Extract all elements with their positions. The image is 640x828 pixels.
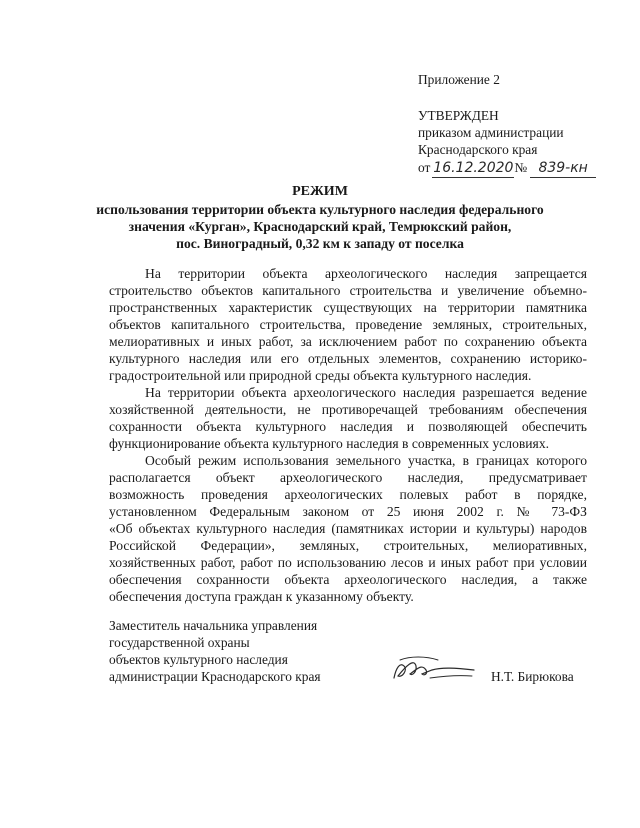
title-subline-2: значения «Курган», Краснодарский край, Темрюкский район,: [128, 219, 512, 234]
signer-title-line-4: администрации Краснодарского края: [109, 669, 321, 684]
order-date-line: [418, 159, 618, 178]
body-line: «Об объектах культурного наследия (памятниках истории и культуры) народов: [109, 521, 587, 536]
body-line: На территории объекта археологического наследия разрешается ведение: [145, 385, 587, 400]
order-line-2: Краснодарского края: [418, 142, 538, 157]
body-line: На территории объекта археологического наследия запрещается: [145, 266, 587, 281]
signer-name: Н.Т. Бирюкова: [491, 669, 574, 684]
handwritten-signature: [386, 648, 478, 686]
approved-label: УТВЕРЖДЕН: [418, 108, 499, 123]
body-line: мелиоративных и иных работ, за исключением работ по сохранению объекта: [109, 334, 587, 349]
body-line: строительство объектов капитального строительства и увеличение объемно-: [109, 283, 587, 298]
signer-title-line-3: объектов культурного наследия: [109, 652, 288, 667]
body-line: установленном Федеральным законом от 25 июня 2002 г. № 73-ФЗ: [109, 504, 587, 519]
order-date: 16.12.2020: [433, 160, 514, 176]
body-line: располагается объект археологического наследия, предусматривает: [109, 470, 587, 485]
body-line: сохранности объекта культурного наследия и позволяющей обеспечить: [109, 419, 587, 434]
appendix-label: Приложение 2: [418, 72, 500, 87]
body-line: хозяйственной деятельности, не противоречащей требованиям обеспечения: [109, 402, 587, 417]
body-line: возможность проведения археологических полевых работ в порядке,: [109, 487, 587, 502]
body-line: Российской Федерации», земляных, строительных, мелиоративных,: [109, 538, 587, 553]
body-line: Особый режим использования земельного участка, в границах которого: [145, 453, 587, 468]
signer-title-line-2: государственной охраны: [109, 635, 250, 650]
body-line: объектов капитального строительства, проведение земляных, строительных,: [109, 317, 587, 332]
body-line: функционирование объекта культурного наследия в современных условиях.: [109, 436, 550, 451]
body-line: обеспечения сохранности объекта археологического наследия, а также: [109, 572, 587, 587]
body-line: градостроительной или природной среды объекта культурного наследия.: [109, 368, 532, 383]
title-subline-1: использования территории объекта культурного наследия федерального: [96, 202, 544, 217]
number-sign: №: [514, 160, 528, 175]
body-line: обеспечения доступа граждан к указанному объекту.: [109, 589, 414, 604]
doc-title: РЕЖИМ: [292, 184, 348, 199]
from-prefix: от: [418, 160, 431, 175]
signer-title-line-1: Заместитель начальника управления: [109, 618, 318, 633]
order-number: 839-кн: [530, 160, 596, 178]
title-subline-3: пос. Виноградный, 0,32 км к западу от поселка: [176, 236, 464, 251]
order-line-1: приказом администрации: [418, 125, 564, 140]
body-line: хозяйственных работ, работ по использованию лесов и иных работ при условии: [109, 555, 587, 570]
body-line: пространственных характеристик существующих на территории памятника: [109, 300, 587, 315]
body-line: культурного наследия или его отдельных элементов, сохранению историко-: [109, 351, 587, 366]
